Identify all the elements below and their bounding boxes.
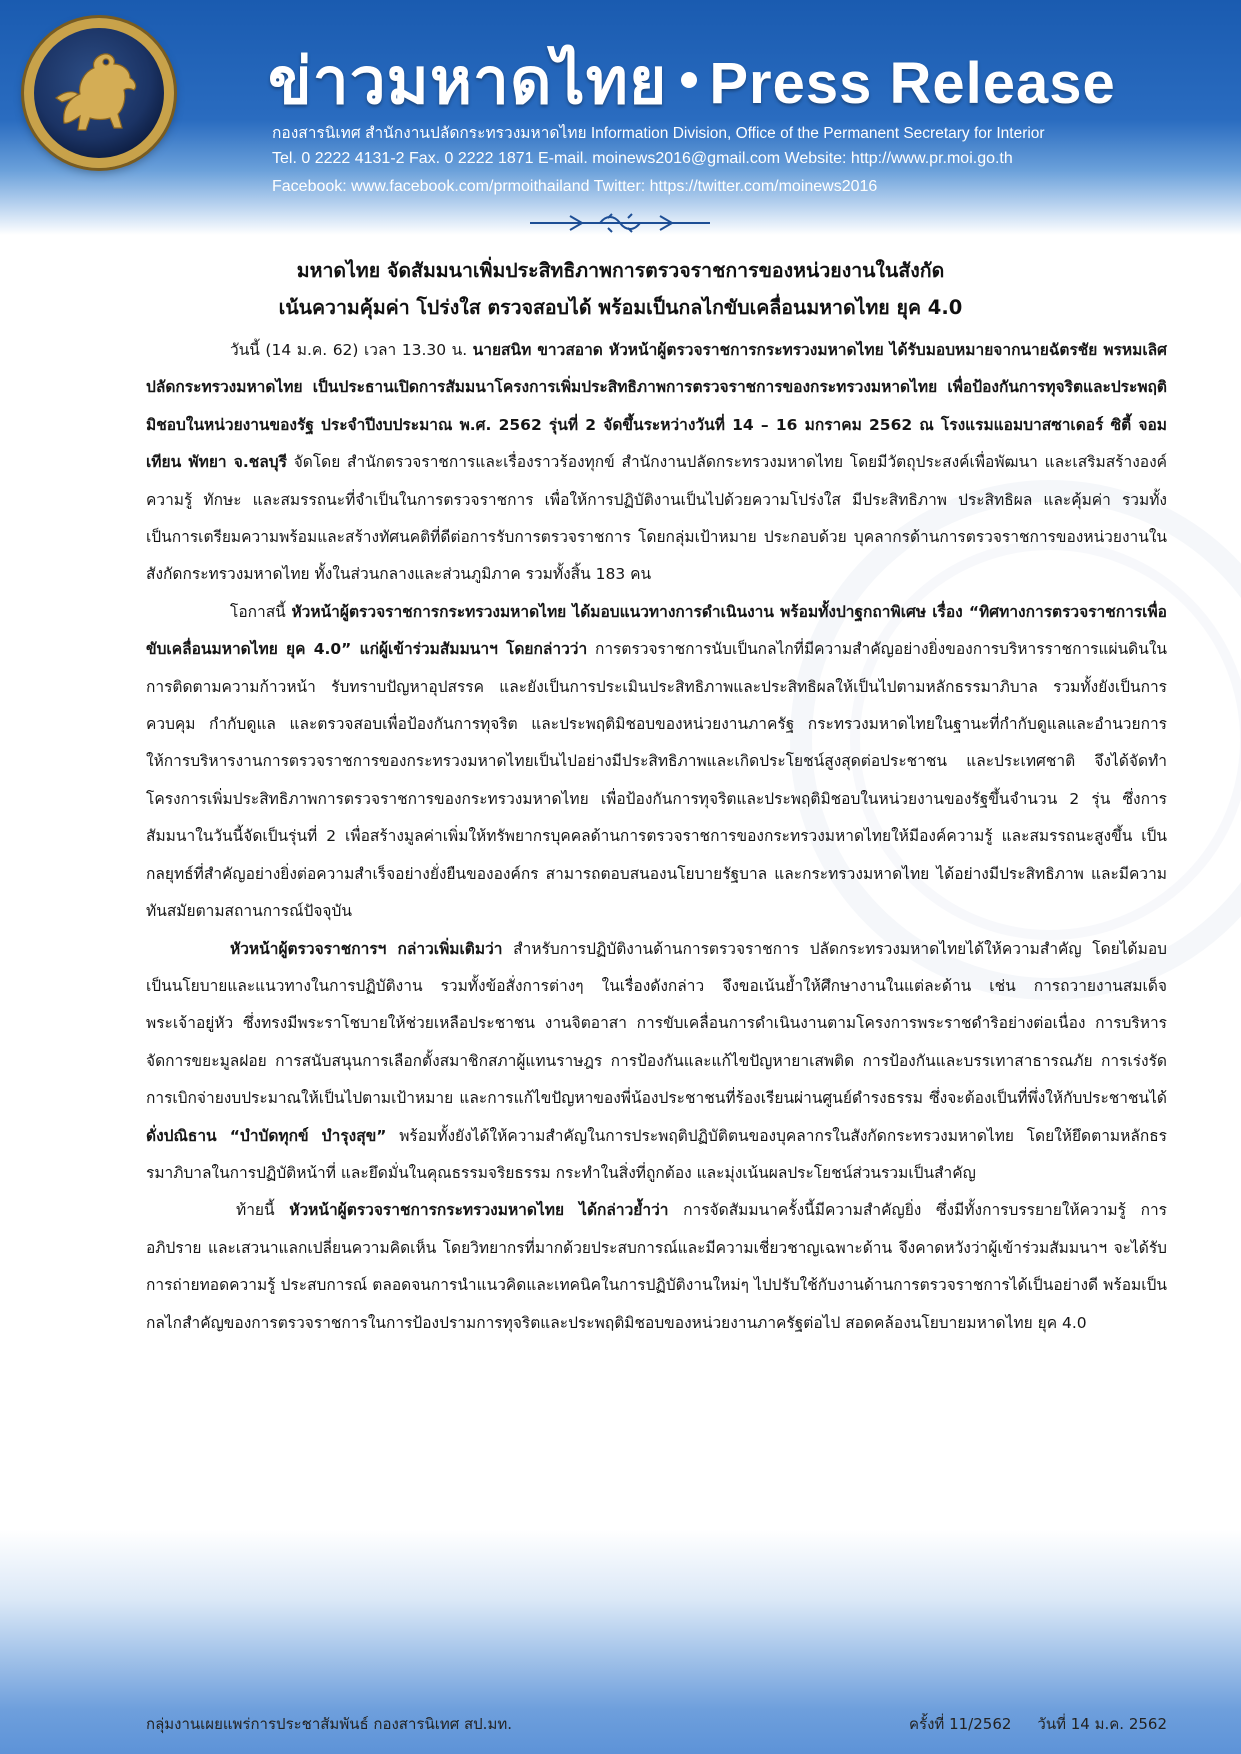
- p3-motto: ดั่งปณิธาน “บำบัดทุกข์ บำรุงสุข”: [146, 1126, 387, 1145]
- header-contact-line: Tel. 0 2222 4131-2 Fax. 0 2222 1871 E-mail. moinews2016@gmail.com Website: http://www.pr.moi.go.th: [272, 150, 1013, 167]
- p3-text: สำหรับการปฏิบัติงานด้านการตรวจราชการ ปลัดกระทรวงมหาดไทยได้ให้ความสำคัญ โดยได้มอบเป็นนโยบายและแนวทางในการปฏิบัติงาน รวมทั้งข้อสั่งการต่างๆ ในเรื่องดังกล่าว จึงขอเน้นย้ำให้ศึกษางานในแต่ละด้าน เช่น การถวายงานสมเด็จพระเจ้าอยู่หัว ซึ่งทรงมีพระราโชบายให้ช่วยเหลือประชาชน งานจิตอาสา การขับเคลื่อนการดำเนินงานตามโครงการพระราชดำริอย่างต่อเนื่อง การบริหารจัดการขยะมูลฝอย การสนับสนุนการเลือกตั้งสมาชิกสภาผู้แทนราษฎร การป้องกันและแก้ไขปัญหายาเสพติด การป้องกันและบรรเทาสาธารณภัย การเร่งรัดการเบิกจ่ายงบประมาณให้เป็นไปตามเป้าหมาย และการแก้ไขปัญหาของพี่น้องประชาชนที่ร้องเรียนผ่านศูนย์ดำรงธรรม ซึ่งจะต้องเป็นที่พึ่งให้กับประชาชนได้: [146, 939, 1167, 1108]
- header-org-line: กองสารนิเทศ สำนักงานปลัดกระทรวงมหาดไทย Information Division, Office of the Permanent Secretary for Interior: [272, 125, 1045, 142]
- p4-lead: ท้ายนี้: [236, 1201, 290, 1220]
- p1-lead: วันนี้ (14 ม.ค. 62) เวลา 13.30 น.: [230, 341, 473, 359]
- footer-issue-info: [883, 1712, 1167, 1736]
- paragraph-3: [146, 931, 1167, 1193]
- p3-text-end: พร้อมทั้งยังได้ให้ความสำคัญในการประพฤติปฏิบัติตนของบุคลากรในสังกัดกระทรวงมหาดไทย โดยให้ยึดตามหลักธรรมาภิบาลในการปฏิบัติหน้าที่ และยึดมั่นในคุณธรรมจริยธรรม กระทำในสิ่งที่ถูกต้อง และมุ่งเน้นผลประโยชน์ส่วนรวมเป็นสำคัญ: [146, 1126, 1167, 1182]
- title-english: Press Release: [709, 51, 1116, 116]
- press-release-header: [0, 0, 1241, 215]
- p3-bold: หัวหน้าผู้ตรวจราชการฯ กล่าวเพิ่มเติมว่า: [230, 939, 503, 958]
- headline-line-1: มหาดไทย จัดสัมมนาเพิ่มประสิทธิภาพการตรวจราชการของหน่วยงานในสังกัด: [296, 259, 945, 282]
- header-social-line: Facebook: www.facebook.com/prmoithailand Twitter: https://twitter.com/moinews2016: [272, 178, 878, 195]
- header-title: [268, 30, 1116, 132]
- footer-unit: กลุ่มงานเผยแพร่การประชาสัมพันธ์ กองสารนิเทศ สป.มท.: [146, 1715, 512, 1733]
- title-thai: ข่าวมหาดไทย: [268, 45, 668, 119]
- footer-date: วันที่ 14 ม.ค. 2562: [1037, 1715, 1167, 1733]
- ornamental-divider-icon: [530, 212, 710, 234]
- paragraph-1: [146, 332, 1167, 594]
- p2-bold: หัวหน้าผู้ตรวจราชการกระทรวงมหาดไทย ได้มอบแนวทางการดำเนินงาน พร้อมทั้งปาฐกถาพิเศษ เรื่อง “ทิศทางการตรวจราชการเพื่อขับเคลื่อนมหาดไทย ยุค 4.0” แก่ผู้เข้าร่วมสัมมนาฯ โดยกล่าวว่า: [146, 602, 1167, 659]
- article-body: [146, 332, 1167, 1342]
- p1-text: จัดโดย สำนักตรวจราชการและเรื่องราวร้องทุกข์ สำนักงานปลัดกระทรวงมหาดไทย โดยมีวัตถุประสงค์เพื่อพัฒนา และเสริมสร้างองค์ความรู้ ทักษะ และสมรรถนะที่จำเป็นในการตรวจราชการ เพื่อให้การปฏิบัติงานเป็นไปด้วยความโปร่งใส มีประสิทธิภาพ ประสิทธิผล และคุ้มค่า รวมทั้งเป็นการเตรียมความพร้อมและสร้างทัศนคติที่ดีต่อการรับการตรวจราชการ โดยกลุ่มเป้าหมาย ประกอบด้วย บุคลากรด้านการตรวจราชการของหน่วยงานในสังกัดกระทรวงมหาดไทย ทั้งในส่วนกลางและส่วนภูมิภาค รวมทั้งสิ้น 183 คน: [146, 453, 1168, 584]
- footer-issue: ครั้งที่ 11/2562: [909, 1715, 1012, 1733]
- p4-text: การจัดสัมมนาครั้งนี้มีความสำคัญยิ่ง ซึ่งมีทั้งการบรรยายให้ความรู้ การอภิปราย และเสวนาแลกเปลี่ยนความคิดเห็น โดยวิทยากรที่มากด้วยประสบการณ์และมีความเชี่ยวชาญเฉพาะด้าน จึงคาดหวังว่าผู้เข้าร่วมสัมมนาฯ จะได้รับการถ่ายทอดความรู้ ประสบการณ์ ตลอดจนการนำแนวคิดและเทคนิคในการปฏิบัติงานใหม่ๆ ไปปรับใช้กับงานด้านการตรวจราชการได้เป็นอย่างดี พร้อมเป็นกลไกสำคัญของการตรวจราชการในการป้องปรามการทุจริตและประพฤติมิชอบของหน่วยงานภาครัฐต่อไป สอดคล้องนโยบายมหาดไทย ยุค 4.0: [146, 1201, 1167, 1332]
- headline-line-2: เน้นความคุ้มค่า โปร่งใส ตรวจสอบได้ พร้อมเป็นกลไกขับเคลื่อนมหาดไทย ยุค 4.0: [278, 296, 963, 319]
- paragraph-2: [146, 594, 1167, 931]
- p4-bold: หัวหน้าผู้ตรวจราชการกระทรวงมหาดไทย ได้กล่าวย้ำว่า: [289, 1201, 669, 1220]
- footer: [146, 1712, 1167, 1740]
- ministry-seal-icon: [24, 18, 174, 168]
- paragraph-4: [146, 1192, 1167, 1342]
- p2-lead: โอกาสนี้: [230, 602, 292, 621]
- p2-text: การตรวจราชการนับเป็นกลไกที่มีความสำคัญอย่างยิ่งของการบริหารราชการแผ่นดินในการติดตามความก้าวหน้า รับทราบปัญหาอุปสรรค และยังเป็นการประเมินประสิทธิภาพและประสิทธิผลให้เป็นไปตามหลักธรรมาภิบาล รวมทั้งยังเป็นการควบคุม กำกับดูแล และตรวจสอบเพื่อป้องกันการทุจริต และประพฤติมิชอบของหน่วยงานภาครัฐ กระทรวงมหาดไทยในฐานะที่กำกับดูแลและอำนวยการให้การบริหารงานการตรวจราชการของกระทรวงมหาดไทยเป็นไปอย่างมีประสิทธิภาพและเกิดประโยชน์สูงสุดต่อประชาชน และประเทศชาติ จึงได้จัดทำโครงการเพิ่มประสิทธิภาพการตรวจราชการของกระทรวงมหาดไทย เพื่อป้องกันการทุจริตและประพฤติมิชอบในหน่วยงานของรัฐขึ้นจำนวน 2 รุ่น ซึ่งการสัมมนาในวันนี้จัดเป็นรุ่นที่ 2 เพื่อสร้างมูลค่าเพิ่มให้ทรัพยากรบุคคลด้านการตรวจราชการของกระทรวงมหาดไทยให้มีองค์ความรู้ และสมรรถนะสูงขึ้น เป็นกลยุทธ์ที่สำคัญอย่างยิ่งต่อความสำเร็จอย่างยั่งยืนขององค์กร สามารถตอบสนองนโยบายรัฐบาล และกระทรวงมหาดไทย ได้อย่างมีประสิทธิภาพ และมีความทันสมัยตามสถานการณ์ปัจจุบัน: [146, 640, 1167, 921]
- title-bullet-icon: [681, 72, 697, 88]
- p1-bold: นายสนิท ขาวสอาด หัวหน้าผู้ตรวจราชการกระทรวงมหาดไทย ได้รับมอบหมายจากนายฉัตรชัย พรหมเลิศ ปลัดกระทรวงมหาดไทย เป็นประธานเปิดการสัมมนาโครงการเพิ่มประสิทธิภาพการตรวจราชการของกระทรวงมหาดไทย เพื่อป้องกันการทุจริตและประพฤติมิชอบในหน่วยงานของรัฐ ประจำปีงบประมาณ พ.ศ. 2562 รุ่นที่ 2 จัดขึ้นระหว่างวันที่ 14 – 16 มกราคม 2562 ณ โรงแรมแอมบาสซาเดอร์ ซิตี้ จอมเทียน พัทยา จ.ชลบุรี: [146, 341, 1167, 472]
